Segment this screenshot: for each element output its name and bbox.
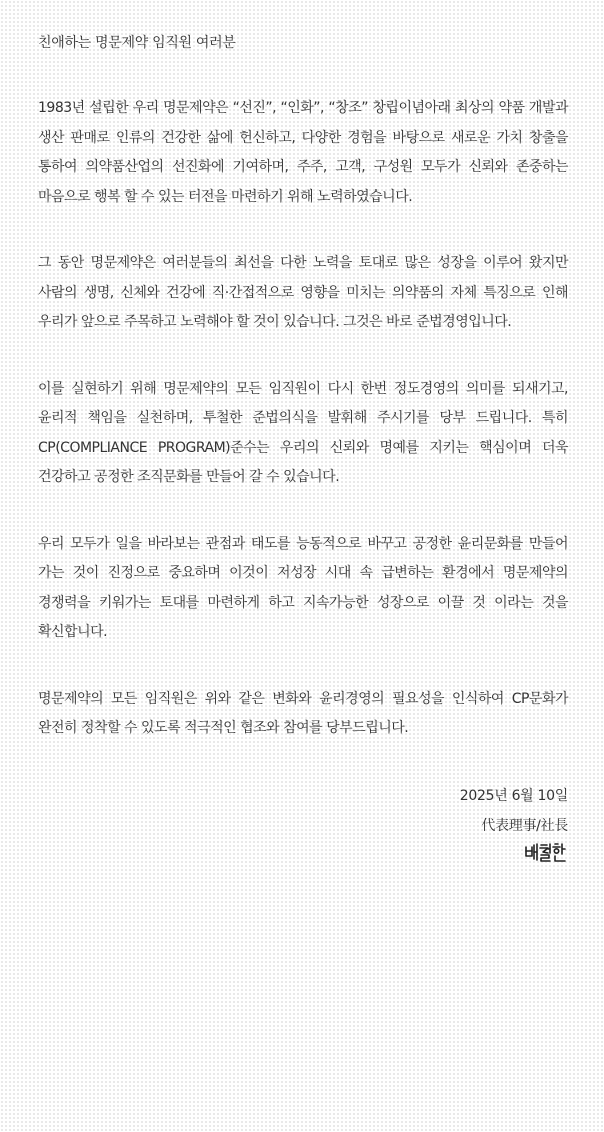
letter-greeting: 친애하는 명문제약 임직원 여러분 <box>38 35 236 51</box>
ceo-title: 代表理事/社長 <box>481 817 568 834</box>
letter-paragraph-3: 이를 실현하기 위해 명문제약의 모든 임직원이 다시 한번 정도경영의 의미를 되새기고, 윤리적 책임을 실천하며, 투철한 준법의식을 발휘해 주시기를 당부 드립니다. 특히 CP(COMPLIANCE PROGRAM)준수는 우리의 신뢰와 명예를 지키는 핵심이며 더욱 건강하고 공정한 조직문화를 만들어 갈 수 있습니다. <box>38 380 568 485</box>
signature-block <box>38 781 568 876</box>
letter-paragraph-5: 명문제약의 모든 임직원은 위와 같은 변화와 윤리경영의 필요성을 인식하여 CP문화가 완전히 정착할 수 있도록 적극적인 협조와 참여를 당부드립니다. <box>38 690 568 736</box>
letter-paragraph-4: 우리 모두가 일을 바라보는 관점과 태도를 능동적으로 바꾸고 공정한 윤리문화를 만들어 가는 것이 진정으로 중요하며 이것이 저성장 시대 속 급변하는 환경에서 명문제약의 경쟁력을 키워가는 토대를 마련하게 하고 지속가능한 성장으로 이끌 것 이라는 것을 확신합니다. <box>38 535 568 640</box>
handwritten-signature-image <box>524 841 568 865</box>
letter-paragraph-2: 그 동안 명문제약은 여러분들의 최선을 다한 노력을 토대로 많은 성장을 이루어 왔지만 사람의 생명, 신체와 건강에 직·간접적으로 영향을 미치는 의약품의 자체 특징으로 인해 우리가 앞으로 주목하고 노력해야 할 것이 있습니다. 그것은 바로 준법경영입니다. <box>38 255 568 330</box>
letter-paragraph-1: 1983년 설립한 우리 명문제약은 “선진”, “인화”, “창조” 창립이념아래 최상의 약품 개발과 생산 판매로 인류의 건강한 삶에 헌신하고, 다양한 경험을 바탕으로 새로운 가치 창출을 통하여 의약품산업의 선진화에 기여하며, 주주, 고객, 구성원 모두가 신뢰와 존중하는 마음으로 행복 할 수 있는 터전을 마련하기 위해 노력하였습니다. <box>38 100 568 205</box>
letter-date: 2025년 6월 10일 <box>459 787 568 804</box>
handwritten-signature-wrapper <box>38 841 568 876</box>
